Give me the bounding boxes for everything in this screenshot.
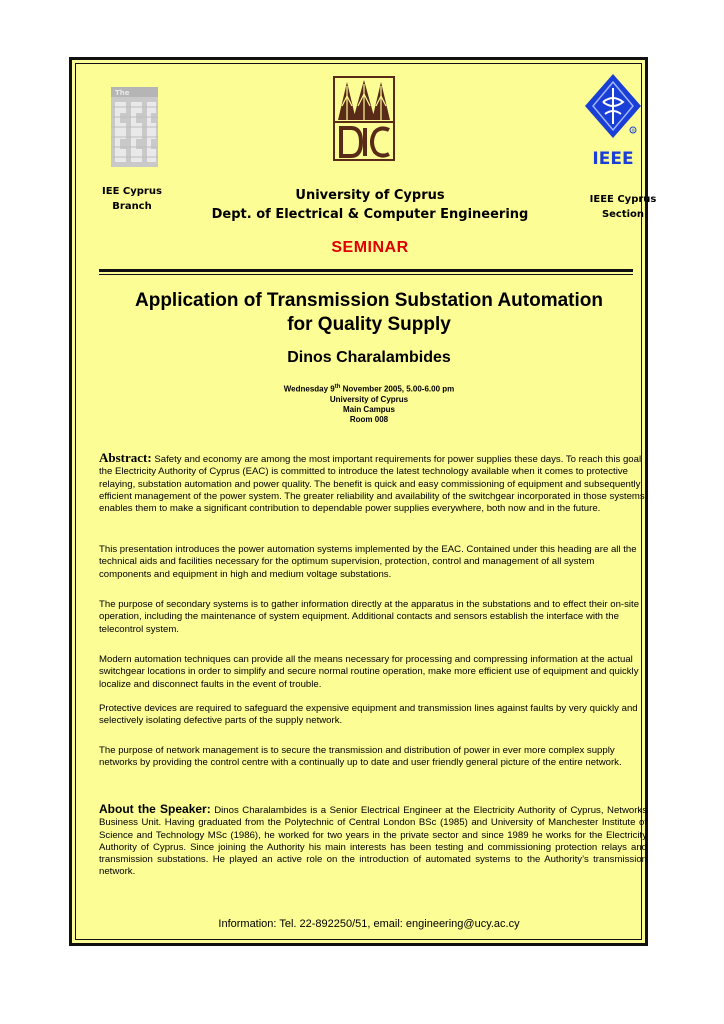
venue-line1: University of Cyprus <box>329 394 409 404</box>
speaker-name: Dinos Charalambides <box>287 349 451 366</box>
seminar-label: SEMINAR <box>331 239 409 256</box>
iee-branch-line2: Branch <box>112 201 152 212</box>
ieee-section-line1: IEEE Cyprus <box>589 194 657 205</box>
department-name: Dept. of Electrical & Computer Engineering <box>211 207 529 222</box>
abstract-text-1: Safety and economy are among the most important requirements for power supplies these days. To reach this goal the Electricity Authority of Cyprus (EAC) is committed to introduce the latest technology available when it comes to protective relaying, substation automation and power quality. The benefit is quick and easy commissioning of equipment and subsequently efficient management of the power system. The greater reliability and availability of the switchgear incorporated in those systems enables them to make a significant contribution to dependable power supplies everywhere, both now and in the future. <box>99 454 645 515</box>
talk-title-line2: for Quality Supply <box>287 314 451 335</box>
divider-thick <box>99 269 633 272</box>
abstract-paragraph-1 <box>99 452 647 515</box>
abstract-paragraph-2: This presentation introduces the power automation systems implemented by the EAC. Contained under this heading are all the technical aids and facilities necessary for the optimum supervision, protection, control and management of all system components and equipment in high and medium voltage substations. <box>99 544 637 580</box>
contact-info: Information: Tel. 22-892250/51, email: engineering@ucy.ac.cy <box>218 918 520 930</box>
iee-branch-line1: IEE Cyprus <box>102 186 162 197</box>
university-heading <box>180 186 560 224</box>
iee-logo-icon <box>111 87 158 167</box>
abstract-heading: Abstract: <box>99 450 152 465</box>
iee-branch-label <box>90 184 174 214</box>
speaker-bio-text: Dinos Charalambides is a Senior Electrical Engineer at the Electricity Authority of Cyprus, Networks Business Unit. Having graduated from the Polytechnic of Central London BSc (1985) and University of Manchester Institute of Science and Technology MSc (1986), he worked for two years in the private sector and since 1989 he works for the Electricity Authority of Cyprus. Since joining the Authority his main interests has been testing and commissioning protection relays and transmission substations. He played an active role on the introduction of automated systems to the Authority’s transmission network. <box>99 805 648 878</box>
ieee-section-label <box>578 192 668 222</box>
talk-title <box>95 289 643 337</box>
divider-thin <box>99 274 633 275</box>
university-name: University of Cyprus <box>295 188 445 203</box>
event-date-rest: November 2005, 5.00-6.00 pm <box>340 384 455 394</box>
event-date <box>195 382 543 395</box>
event-details <box>195 382 543 425</box>
speaker-bio-heading: About the Speaker: <box>99 802 211 816</box>
event-date-day: Wednesday 9 <box>283 384 335 394</box>
abstract-paragraph-6: The purpose of network management is to secure the transmission and distribution of power in ever more complex supply networks by providing the control centre with a continually up to date and user friendly general picture of the entire network. <box>99 745 622 769</box>
talk-title-line1: Application of Transmission Substation Automation <box>135 290 603 311</box>
venue-line3: Room 008 <box>349 414 389 424</box>
venue-line2: Main Campus <box>342 404 395 414</box>
iee-logo-the: The <box>115 89 130 97</box>
university-of-cyprus-logo-icon <box>333 76 395 161</box>
abstract-paragraph-5: Protective devices are required to safeguard the expensive equipment and transmission lines against faults by very quickly and selectively isolating defective parts of the supply network. <box>99 703 638 727</box>
abstract-paragraph-4: Modern automation techniques can provide all the means necessary for processing and compressing information at the actual switchgear locations in order to simplify and secure normal routine operation, make more efficient use of equipment and quickly localize and disconnect faults in the event of trouble. <box>99 654 639 690</box>
event-date-suffix: th <box>334 384 341 390</box>
speaker-bio <box>99 803 647 879</box>
ieee-section-line2: Section <box>601 209 645 220</box>
ieee-diamond-logo-icon <box>583 72 643 170</box>
ieee-registered-mark: ® <box>631 127 636 133</box>
abstract-paragraph-3: The purpose of secondary systems is to gather information directly at the apparatus in the substations and to effect their on-site operation, including the maintenance of system equipment. Additional contacts and sensors establish the interface with the telecontrol system. <box>99 599 640 635</box>
ieee-logo-text: IEEE <box>592 149 634 169</box>
